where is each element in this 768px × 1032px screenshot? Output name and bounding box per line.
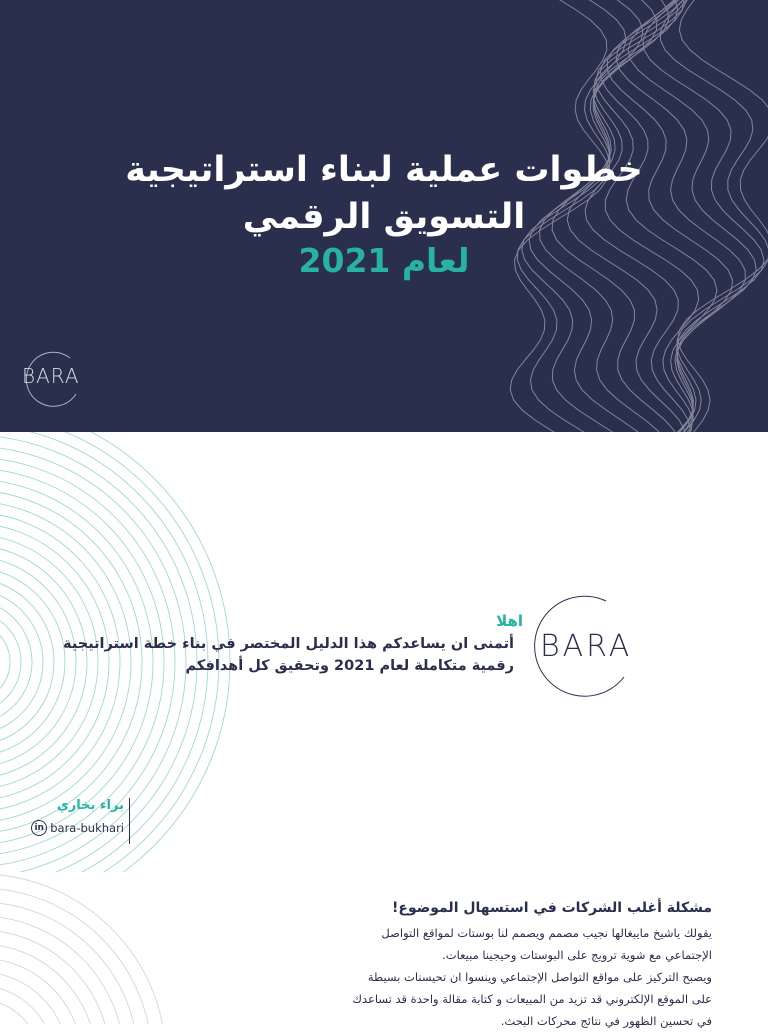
cover-title-year: لعام 2021 — [298, 241, 470, 280]
intro-message-line2: رقمية متكاملة لعام 2021 وتحقيق كل أهدافكم — [185, 658, 514, 674]
cover-section — [0, 0, 768, 432]
intro-greeting: اهلا — [496, 612, 523, 630]
linkedin-handle: bara-bukhari — [50, 821, 124, 835]
linkedin-link[interactable] — [31, 820, 124, 836]
cover-logo-wordmark: BARA — [22, 364, 80, 388]
cover-logo — [18, 350, 88, 410]
intro-logo-wordmark: BARA — [540, 629, 633, 664]
arc-lines-decoration — [0, 860, 200, 1024]
problem-line: ويصبح التركيز على مواقع التواصل الإجتماعي وينسوا ان تحيسنات بسيطة — [367, 970, 712, 984]
linkedin-icon: in — [31, 820, 47, 836]
cover-title-line2: التسويق الرقمي — [242, 197, 526, 237]
problem-line: الإجتماعي مع شوية ترويج على البوستات وحيجينا مبيعات. — [442, 948, 712, 962]
author-divider — [129, 798, 130, 844]
author-name: براء بخاري — [56, 798, 124, 813]
problem-line: على الموقع الإلكتروني قد تزيد من المبيعات و كتابة مقالة واحدة قد تساعدك — [352, 992, 712, 1006]
author-block — [34, 798, 130, 835]
intro-logo — [528, 593, 638, 703]
problem-line: يقولك ياشيخ مايبغالها نجيب مصمم ويصمم لنا بوستات لمواقع التواصل — [381, 926, 712, 940]
problem-line: في تحسين الظهور في نتائج محركات البحث. — [500, 1014, 712, 1028]
intro-message-line1: أتمنى ان يساعدكم هذا الدليل المختصر في بناء خطة استراتيجية — [63, 636, 514, 652]
problem-title: مشكلة أغلب الشركات في استسهال الموضوع! — [392, 900, 712, 916]
problem-section — [292, 900, 712, 1032]
intro-message — [54, 633, 514, 677]
cover-title-line1: خطوات عملية لبناء استراتيجية — [125, 150, 643, 190]
